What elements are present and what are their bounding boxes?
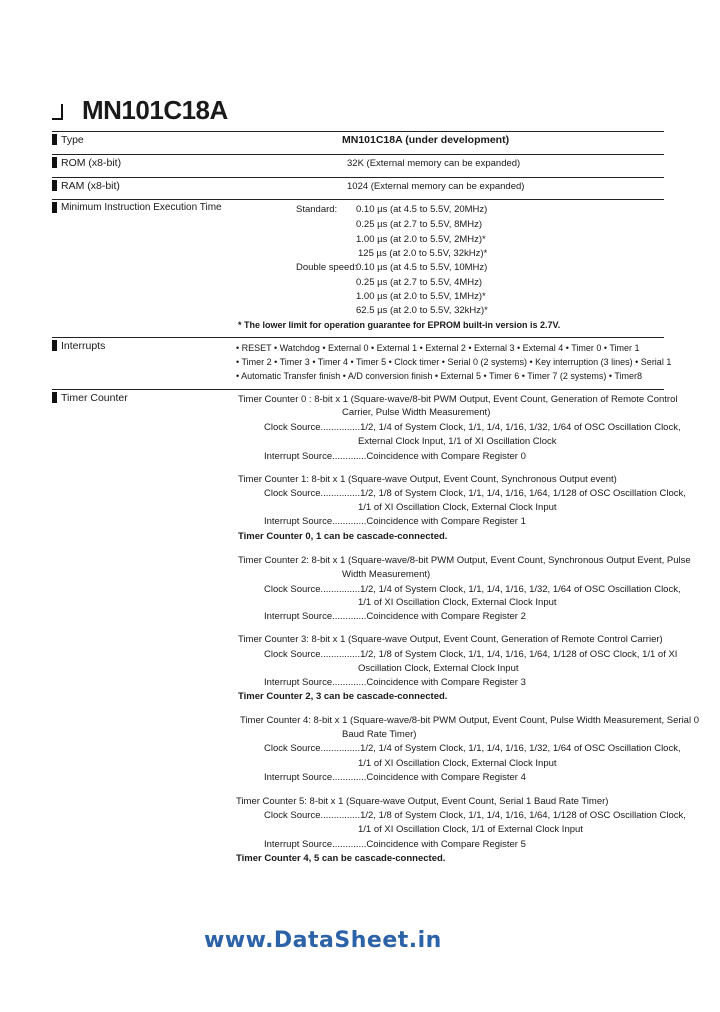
divider [52,131,664,132]
type-value: MN101C18A (under development) [342,134,510,146]
title-bullet-icon [52,104,63,120]
interrupts-line-3: • Automatic Transfer finish • A/D conversion finish • External 5 • Timer 6 • Timer 7 (2 systems) • Timer8 [236,371,643,381]
tc2-line-1: Timer Counter 2: 8-bit x 1 (Square-wave/8-bit PWM Output, Event Count, Synchronous Output Event, Pulse [238,555,691,566]
divider [52,199,664,200]
section-marker-icon [52,202,57,213]
tc2-line-2: Width Measurement) [342,569,431,580]
interrupts-label: Interrupts [61,340,106,352]
ram-label: RAM (x8-bit) [61,180,120,192]
double-speed-label: Double speed: [296,262,358,273]
tc4-line-5: Interrupt Source.............Coincidence with Compare Register 4 [264,772,526,783]
tc4-line-3: Clock Source...............1/2, 1/4 of System Clock, 1/1, 1/4, 1/16, 1/32, 1/64 of OSC Oscillation Clock, [264,743,681,754]
divider [52,389,664,390]
tc1-line-3: 1/1 of XI Oscillation Clock, External Clock Input [358,502,557,513]
tc4-line-1: Timer Counter 4: 8-bit x 1 (Square-wave/8-bit PWM Output, Event Count, Pulse Width Measurement, Serial 0 [240,715,700,726]
exec-standard-4: 125 µs (at 2.0 to 5.5V, 32kHz)* [358,248,488,259]
ram-value: 1024 (External memory can be expanded) [347,181,525,192]
exec-double-4: 62.5 µs (at 2.0 to 5.5V, 32kHz)* [356,305,488,316]
exec-double-2: 0.25 µs (at 2.7 to 5.5V, 4MHz) [356,277,483,288]
tc0-line-4: External Clock Input, 1/1 of XI Oscillation Clock [358,436,557,447]
section-marker-icon [52,340,57,351]
tc4-line-4: 1/1 of XI Oscillation Clock, External Clock Input [358,758,557,769]
exec-standard-2: 0.25 µs (at 2.7 to 5.5V, 8MHz) [356,219,483,230]
tc0-line-5: Interrupt Source.............Coincidence with Compare Register 0 [264,451,526,462]
exec-note: * The lower limit for operation guarantee for EPROM built-in version is 2.7V. [238,320,561,330]
tc5-line-2: Clock Source...............1/2, 1/8 of System Clock, 1/1, 1/4, 1/16, 1/64, 1/128 of OSC Oscillation Clock, [264,810,686,821]
section-marker-icon [52,392,57,403]
section-marker-icon [52,157,57,168]
tc1-line-4: Interrupt Source.............Coincidence with Compare Register 1 [264,516,526,527]
exec-standard-3: 1.00 µs (at 2.0 to 5.5V, 2MHz)* [356,234,486,245]
tc23-cascade: Timer Counter 2, 3 can be cascade-connected. [238,691,448,702]
watermark-link[interactable]: www.DataSheet.in [204,928,442,953]
type-label: Type [61,134,84,146]
interrupts-line-1: • RESET • Watchdog • External 0 • External 1 • External 2 • External 3 • External 4 • Timer 0 • Timer 1 [236,343,640,353]
timer-counter-label: Timer Counter [61,392,128,404]
tc45-cascade: Timer Counter 4, 5 can be cascade-connected. [236,853,446,864]
tc2-line-3: Clock Source...............1/2, 1/4 of System Clock, 1/1, 1/4, 1/16, 1/32, 1/64 of OSC Oscillation Clock, [264,584,681,595]
tc2-line-4: 1/1 of XI Oscillation Clock, External Clock Input [358,597,557,608]
divider [52,177,664,178]
tc3-line-1: Timer Counter 3: 8-bit x 1 (Square-wave Output, Event Count, Generation of Remote Control Carrier) [238,634,663,645]
interrupts-line-2: • Timer 2 • Timer 3 • Timer 4 • Timer 5 • Clock timer • Serial 0 (2 systems) • Key interruption (3 lines) • Serial 1 [236,357,672,367]
tc2-line-5: Interrupt Source.............Coincidence with Compare Register 2 [264,611,526,622]
exec-double-3: 1.00 µs (at 2.0 to 5.5V, 1MHz)* [356,291,486,302]
tc3-line-3: Oscillation Clock, External Clock Input [358,663,519,674]
rom-value: 32K (External memory can be expanded) [347,158,521,169]
divider [52,337,664,338]
page-title: MN101C18A [82,95,228,125]
tc0-line-2: Carrier, Pulse Width Measurement) [342,407,491,418]
tc1-line-1: Timer Counter 1: 8-bit x 1 (Square-wave Output, Event Count, Synchronous Output event) [238,474,617,485]
tc3-line-4: Interrupt Source.............Coincidence with Compare Register 3 [264,677,526,688]
rom-label: ROM (x8-bit) [61,157,122,169]
tc0-line-3: Clock Source...............1/2, 1/4 of System Clock, 1/1, 1/4, 1/16, 1/32, 1/64 of OSC Oscillation Clock, [264,422,681,433]
tc5-line-4: Interrupt Source.............Coincidence with Compare Register 5 [264,839,526,850]
standard-label: Standard: [296,204,338,215]
section-marker-icon [52,134,57,145]
divider [52,154,664,155]
tc1-line-2: Clock Source...............1/2, 1/8 of System Clock, 1/1, 1/4, 1/16, 1/64, 1/128 of OSC Oscillation Clock, [264,488,686,499]
exec-standard-1: 0.10 µs (at 4.5 to 5.5V, 20MHz) [356,204,488,215]
tc4-line-2: Baud Rate Timer) [342,729,417,740]
exec-double-1: 0.10 µs (at 4.5 to 5.5V, 10MHz) [356,262,488,273]
tc3-line-2: Clock Source...............1/2, 1/8 of System Clock, 1/1, 1/4, 1/16, 1/64, 1/128 of OSC Clock, 1/1 of XI [264,649,678,660]
min-exec-label: Minimum Instruction Execution Time [61,202,222,213]
tc0-line-1: Timer Counter 0 : 8-bit x 1 (Square-wave/8-bit PWM Output, Event Count, Generation of Remote Control [238,394,678,405]
tc01-cascade: Timer Counter 0, 1 can be cascade-connected. [238,531,448,542]
tc5-line-1: Timer Counter 5: 8-bit x 1 (Square-wave Output, Event Count, Serial 1 Baud Rate Timer) [236,796,609,807]
tc5-line-3: 1/1 of XI Oscillation Clock, 1/1 of External Clock Input [358,824,583,835]
section-marker-icon [52,180,57,191]
